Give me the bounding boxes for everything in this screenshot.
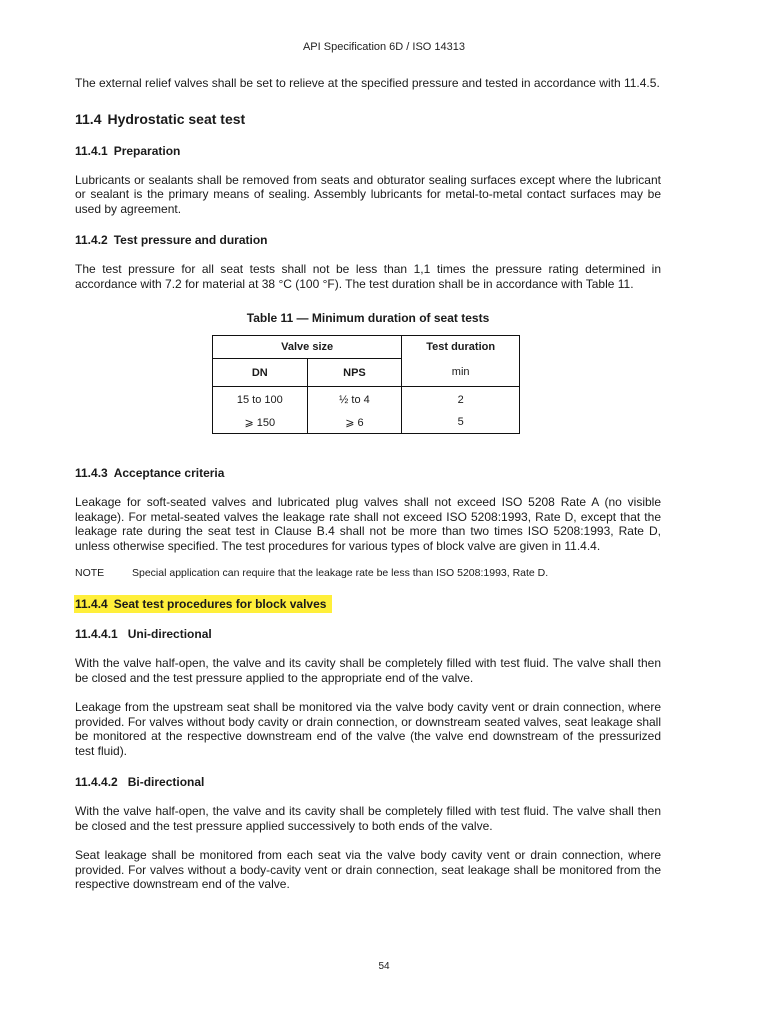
heading-number: 11.4.2 (75, 233, 108, 247)
subheader-unit: min (402, 359, 520, 387)
heading-11-4-2 (75, 233, 661, 247)
table-subheader-row (213, 359, 520, 387)
test-pressure-paragraph: The test pressure for all seat tests shall not be less than 1,1 times the pressure rating determined in accordance with 7.2 for material at 38 °C (100 °F). The test duration shall be in accordance with Table 11. (75, 262, 661, 291)
note (75, 567, 661, 579)
heading-11-4-3 (75, 466, 661, 480)
note-label: NOTE (75, 567, 105, 579)
uni-directional-paragraph-2: Leakage from the upstream seat shall be monitored via the valve body cavity vent or drain connection, where provided. For valves without body cavity or drain connection, or downstream seated valves, seat leakage shall be monitored at the respective downstream end of the valve (the valve end downstream of the pressurized test fluid). (75, 700, 661, 758)
acceptance-paragraph: Leakage for soft-seated valves and lubricated plug valves shall not exceed ISO 5208 Rate A (no visible leakage). For metal-seated valves the leakage rate shall not exceed ISO 5208:1993, Rate D, except that the leakage rate during the seat test in Clause B.4 shall not be more than two times ISO 5208:1993, Rate D, unless otherwise specified. The test procedures for various types of block valve are given in 11.4.4. (75, 495, 661, 553)
heading-number: 11.4.3 (75, 466, 108, 480)
cell-duration: 5 (402, 411, 520, 434)
header-valve-size: Valve size (213, 336, 402, 359)
heading-text: Bi-directional (127, 775, 205, 789)
heading-11-4-4 (75, 597, 661, 611)
page-content (75, 76, 661, 892)
table-row (213, 411, 520, 434)
heading-11-4-1 (75, 144, 661, 158)
page-number: 54 (378, 961, 390, 972)
heading-text: Seat test procedures for block valves (113, 597, 327, 611)
heading-text: Test pressure and duration (113, 233, 268, 247)
heading-11-4-4-1 (75, 627, 661, 641)
heading-number: 11.4.4.1 (75, 627, 118, 641)
cell-duration: 2 (402, 387, 520, 412)
bi-directional-paragraph-2: Seat leakage shall be monitored from each seat via the valve body cavity vent or drain connection, where provided. For valves without a body-cavity vent or drain connection, seat leakage shall be monitored from the respective downstream end of the valve. (75, 848, 661, 891)
cell-nps: ½ to 4 (307, 387, 402, 412)
heading-11-4-4-2 (75, 775, 661, 789)
note-text: Special application can require that the leakage rate be less than ISO 5208:1993, Rate D. (132, 567, 549, 579)
table-row (213, 387, 520, 412)
intro-paragraph: The external relief valves shall be set to relieve at the specified pressure and tested in accordance with 11.4.5. (75, 76, 660, 90)
preparation-paragraph: Lubricants or sealants shall be removed from seats and obturator sealing surfaces except where the lubricant or sealant is the primary means of sealing. Assembly lubricants for metal-to-metal contact surfaces may be used by agreement. (75, 172, 661, 216)
running-header: API Specification 6D / ISO 14313 (302, 41, 466, 53)
uni-directional-paragraph-1: With the valve half-open, the valve and its cavity shall be completely filled with test fluid. The valve shall then be closed and the test pressure applied to the appropriate end of the valve. (75, 656, 661, 685)
bi-directional-paragraph-1: With the valve half-open, the valve and its cavity shall be completely filled with test fluid. The valve shall then be closed and the test pressure applied successively to both ends of the valve. (75, 804, 661, 833)
subheader-dn: DN (213, 359, 308, 387)
heading-number: 11.4.4.2 (75, 775, 118, 789)
heading-text: Preparation (113, 143, 181, 158)
cell-nps: ⩾ 6 (307, 411, 402, 434)
heading-number: 11.4 (75, 110, 102, 127)
heading-11-4 (75, 111, 661, 127)
heading-text: Uni-directional (127, 627, 212, 641)
highlight-mark (74, 595, 332, 613)
table-11 (212, 335, 520, 434)
cell-dn: 15 to 100 (213, 387, 308, 412)
cell-dn: ⩾ 150 (213, 411, 308, 434)
heading-number: 11.4.4 (75, 597, 108, 611)
heading-number: 11.4.1 (75, 143, 108, 158)
table-header-row (213, 336, 520, 359)
header-test-duration: Test duration (402, 336, 520, 359)
heading-text: Acceptance criteria (113, 466, 225, 480)
subheader-nps: NPS (307, 359, 402, 387)
heading-text: Hydrostatic seat test (107, 110, 246, 127)
table-11-title: Table 11 — Minimum duration of seat tests (246, 311, 490, 325)
